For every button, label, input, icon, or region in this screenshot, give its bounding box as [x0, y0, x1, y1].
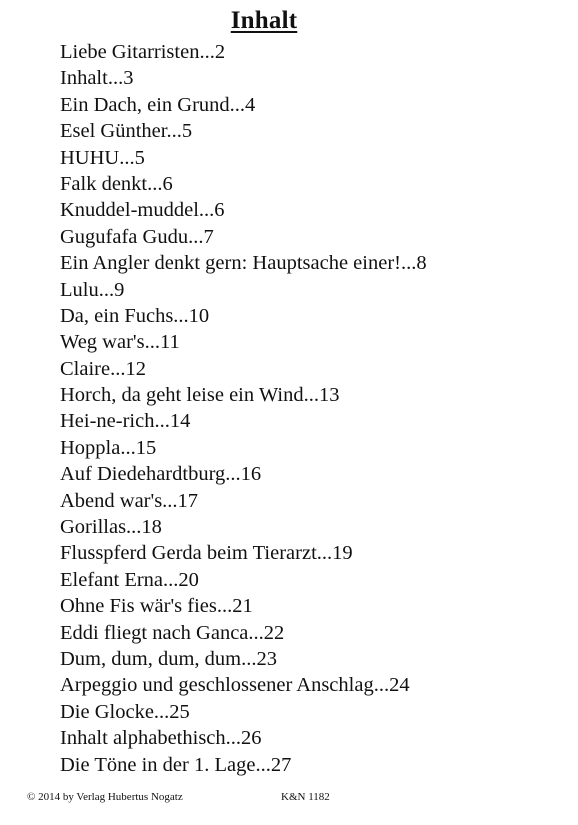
toc-entry: Da, ein Fuchs...10 [60, 304, 210, 327]
table-of-contents [60, 39, 427, 778]
toc-entry: Die Töne in der 1. Lage...27 [60, 753, 292, 776]
toc-entry: Gugufafa Gudu...7 [60, 225, 214, 248]
copyright-notice: © 2014 by Verlag Hubertus Nogatz [27, 791, 183, 803]
toc-entry: Gorillas...18 [60, 516, 162, 539]
toc-entry: Horch, da geht leise ein Wind...13 [60, 384, 340, 407]
toc-entry: HUHU...5 [60, 146, 145, 169]
toc-entry: Arpeggio und geschlossener Anschlag...24 [60, 674, 410, 697]
toc-entry: Ohne Fis wär's fies...21 [60, 595, 253, 618]
toc-entry: Elefant Erna...20 [60, 568, 199, 591]
toc-entry: Weg war's...11 [60, 331, 180, 354]
toc-entry: Knuddel-muddel...6 [60, 199, 225, 222]
toc-entry: Dum, dum, dum, dum...23 [60, 647, 277, 670]
toc-entry: Claire...12 [60, 357, 146, 380]
toc-entry: Flusspferd Gerda beim Tierarzt...19 [60, 542, 353, 565]
toc-entry: Lulu...9 [60, 278, 125, 301]
toc-entry: Auf Diedehardtburg...16 [60, 463, 262, 486]
toc-entry: Eddi fliegt nach Ganca...22 [60, 621, 285, 644]
toc-entry: Hoppla...15 [60, 436, 157, 459]
catalog-code: K&N 1182 [281, 791, 330, 803]
toc-entry: Die Glocke...25 [60, 700, 190, 723]
toc-entry: Falk denkt...6 [60, 172, 173, 195]
toc-entry: Ein Dach, ein Grund...4 [60, 93, 256, 116]
toc-entry: Hei-ne-rich...14 [60, 410, 191, 433]
toc-entry: Ein Angler denkt gern: Hauptsache einer!...8 [60, 252, 427, 275]
toc-entry: Inhalt...3 [60, 67, 134, 90]
toc-entry: Inhalt alphabethisch...26 [60, 727, 262, 750]
page-title: Inhalt [230, 7, 298, 34]
toc-entry: Esel Günther...5 [60, 120, 193, 143]
toc-entry: Liebe Gitarristen...2 [60, 41, 226, 63]
toc-entry: Abend war's...17 [60, 489, 199, 512]
